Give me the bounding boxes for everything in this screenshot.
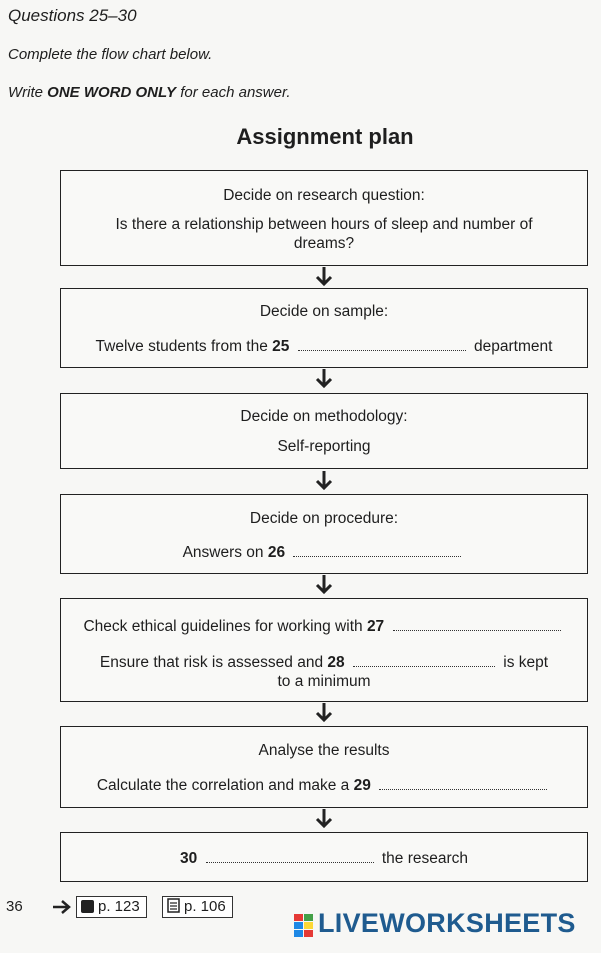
answer-blank-26[interactable]: [293, 544, 461, 557]
document-icon: [167, 898, 180, 913]
box-ethical-guidelines: Check ethical guidelines for working with 27 Ensure that risk is assessed and 28 is kept to a minimum: [60, 598, 588, 702]
instruction-complete: Complete the flow chart below.: [8, 46, 213, 63]
page-number: 36: [6, 898, 23, 915]
answer-blank-28[interactable]: [353, 654, 495, 667]
arrow-down-icon: [314, 702, 334, 724]
arrow-down-icon: [314, 368, 334, 390]
liveworksheets-brand: LIVEWORKSHEETS: [318, 908, 576, 938]
answer-blank-29[interactable]: [379, 777, 547, 790]
arrow-down-icon: [314, 808, 334, 830]
reference-link-1[interactable]: p. 123: [76, 896, 147, 918]
arrow-right-icon: [52, 899, 72, 915]
answer-blank-27[interactable]: [393, 618, 561, 631]
box-research-question: Decide on research question: Is there a relationship between hours of sleep and number of dreams?: [60, 170, 588, 266]
reference-link-2[interactable]: p. 106: [162, 896, 233, 918]
one-word-only: ONE WORD ONLY: [47, 84, 177, 101]
answer-blank-30[interactable]: [206, 850, 374, 863]
arrow-down-icon: [314, 266, 334, 288]
box-analyse-results: Analyse the results Calculate the correlation and make a 29: [60, 726, 588, 808]
box-sample: Decide on sample: Twelve students from the 25 department: [60, 288, 588, 368]
instruction-write: Write ONE WORD ONLY for each answer.: [8, 84, 291, 101]
answer-blank-25[interactable]: [298, 338, 466, 351]
arrow-down-icon: [314, 574, 334, 596]
box-research: 30 the research: [60, 832, 588, 882]
box-methodology: Decide on methodology: Self-reporting: [60, 393, 588, 469]
box-procedure: Decide on procedure: Answers on 26: [60, 494, 588, 574]
liveworksheets-logo-icon: [294, 914, 314, 938]
arrow-down-icon: [314, 470, 334, 492]
flowchart-title: Assignment plan: [236, 124, 414, 149]
questions-heading: Questions 25–30: [8, 6, 137, 25]
speech-icon: [81, 900, 94, 913]
